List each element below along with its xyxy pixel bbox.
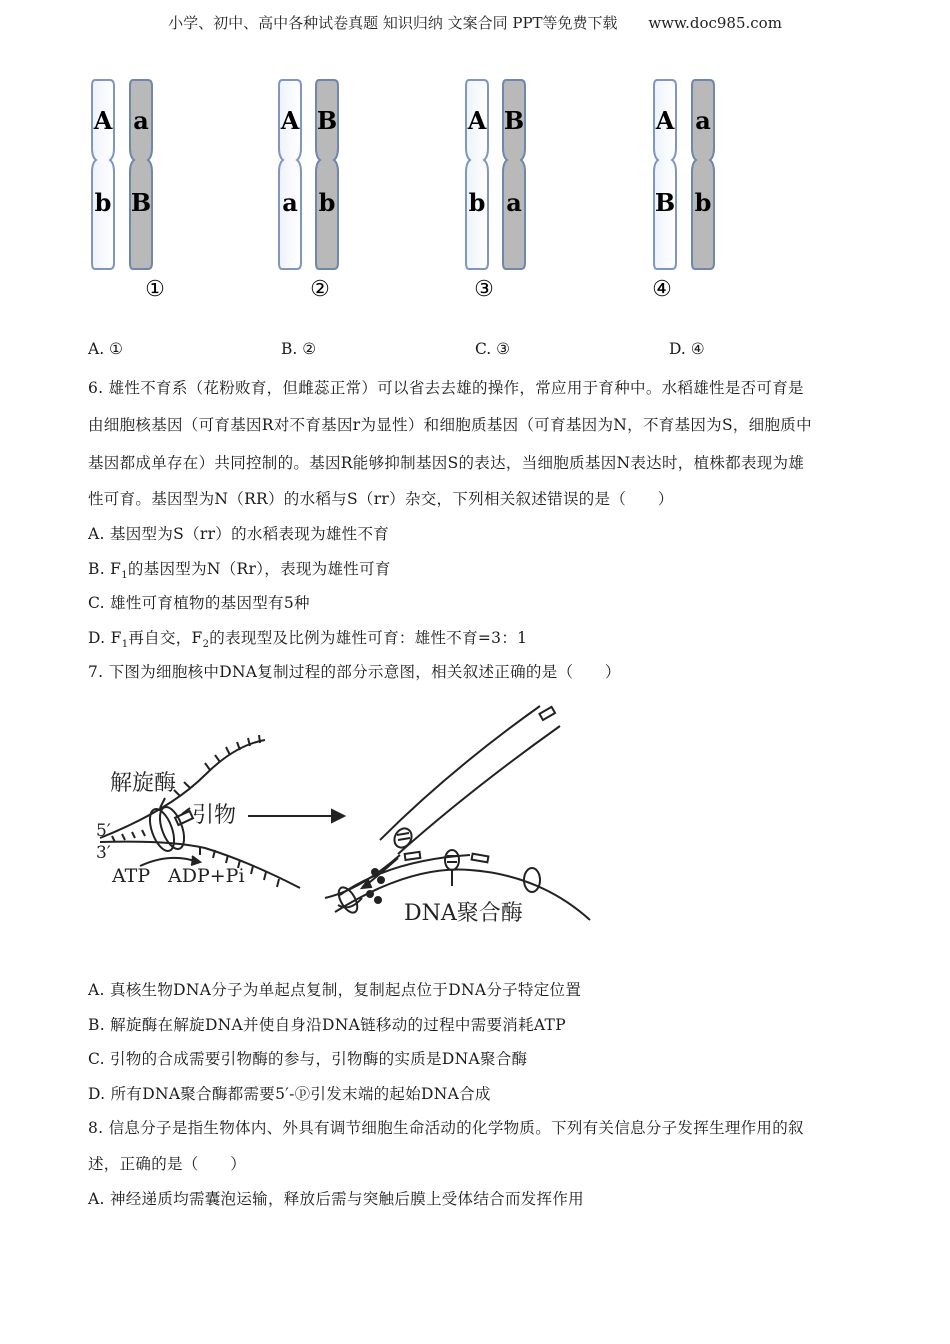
q8-option-a[interactable]: A. 神经递质均需囊泡运输，释放后需与突触后膜上受体结合而发挥作用 bbox=[88, 1190, 584, 1208]
chromosome-pair-2 bbox=[279, 80, 338, 302]
option-text: 再自交，F bbox=[128, 629, 203, 647]
option-text: D. F bbox=[88, 629, 122, 647]
gene-label: B bbox=[654, 188, 676, 217]
gene-label: B bbox=[316, 106, 338, 135]
q5-option-d[interactable]: D. ④ bbox=[669, 340, 705, 358]
label-3prime: 3′ bbox=[96, 843, 111, 863]
q7-stem: 7. 下图为细胞核中DNA复制过程的部分示意图，相关叙述正确的是（ ） bbox=[88, 663, 621, 681]
q8-stem-line-2: 述，正确的是（ ） bbox=[88, 1155, 247, 1173]
q6-option-c[interactable]: C. 雄性可育植物的基因型有5种 bbox=[88, 594, 310, 612]
gene-label: A bbox=[280, 106, 300, 135]
q5-option-b[interactable]: B. ② bbox=[281, 340, 317, 358]
q6-stem-line-2: 由细胞核基因（可育基因R对不育基因r为显性）和细胞质基因（可育基因为N，不育基因为S，细胞质中 bbox=[88, 416, 812, 434]
q5-option-a[interactable]: A. ① bbox=[88, 340, 123, 358]
gene-label: A bbox=[467, 106, 487, 135]
diagram-number: ④ bbox=[652, 277, 672, 302]
q5-option-c[interactable]: C. ③ bbox=[475, 340, 511, 358]
chromosome-pair-4 bbox=[652, 80, 714, 302]
gene-label: a bbox=[133, 106, 149, 135]
gene-label: b bbox=[468, 188, 486, 217]
label-atp: ATP bbox=[112, 865, 151, 887]
chromosome-pair-3 bbox=[466, 80, 525, 302]
q7-option-d[interactable]: D. 所有DNA聚合酶都需要5′-ⓟ引发末端的起始DNA合成 bbox=[88, 1085, 491, 1103]
option-text: 的表现型及比例为雄性可育：雄性不育=3：1 bbox=[209, 629, 528, 647]
label-dna-polymerase: DNA聚合酶 bbox=[404, 901, 523, 926]
dna-replication-figure bbox=[0, 690, 950, 950]
option-text: 的基因型为N（Rr），表现为雄性可育 bbox=[127, 560, 391, 578]
q7-option-a[interactable]: A. 真核生物DNA分子为单起点复制，复制起点位于DNA分子特定位置 bbox=[88, 981, 582, 999]
subscript: 2 bbox=[202, 639, 210, 651]
q7-option-b[interactable]: B. 解旋酶在解旋DNA并使自身沿DNA链移动的过程中需要消耗ATP bbox=[88, 1016, 566, 1034]
header-text: 小学、初中、高中各种试卷真题 知识归纳 文案合同 PPT等免费下载 bbox=[168, 14, 618, 32]
gene-label: b bbox=[694, 188, 712, 217]
diagram-number: ③ bbox=[474, 277, 494, 302]
q6-option-b[interactable] bbox=[88, 557, 391, 581]
gene-label: A bbox=[93, 106, 113, 135]
label-adp: ADP+Pi bbox=[168, 865, 245, 887]
q8-stem-line-1: 8. 信息分子是指生物体内、外具有调节细胞生命活动的化学物质。下列有关信息分子发挥生理作用的叙 bbox=[88, 1119, 804, 1137]
subscript: 1 bbox=[121, 570, 128, 582]
q7-option-c[interactable]: C. 引物的合成需要引物酶的参与，引物酶的实质是DNA聚合酶 bbox=[88, 1050, 528, 1068]
label-primer: 引物 bbox=[192, 803, 237, 828]
q6-stem-line-3: 基因都成单存在）共同控制的。基因R能够抑制基因S的表达，当细胞质基因N表达时，植株都表现为雄 bbox=[88, 454, 805, 472]
q6-stem-line-1: 6. 雄性不育系（花粉败育，但雌蕊正常）可以省去去雄的操作，常应用于育种中。水稻雄性是否可育是 bbox=[88, 379, 804, 397]
gene-label: a bbox=[695, 106, 711, 135]
gene-label: B bbox=[130, 188, 152, 217]
q6-stem-line-4: 性可育。基因型为N（RR）的水稻与S（rr）杂交，下列相关叙述错误的是（ ） bbox=[88, 490, 674, 508]
q6-option-a[interactable]: A. 基因型为S（rr）的水稻表现为雄性不育 bbox=[88, 525, 390, 543]
diagram-number: ② bbox=[310, 277, 330, 302]
gene-label: A bbox=[655, 106, 675, 135]
diagram-number: ① bbox=[145, 277, 165, 302]
chromosome-diagrams bbox=[0, 60, 950, 310]
page-header bbox=[0, 12, 950, 33]
gene-label: b bbox=[318, 188, 336, 217]
header-url[interactable]: www.doc985.com bbox=[648, 14, 782, 32]
subscript: 1 bbox=[121, 639, 129, 651]
gene-label: a bbox=[506, 188, 522, 217]
chromosome-pair-1 bbox=[92, 80, 165, 302]
label-5prime: 5′ bbox=[96, 821, 111, 841]
label-helicase: 解旋酶 bbox=[110, 771, 177, 796]
gene-label: B bbox=[503, 106, 525, 135]
gene-label: b bbox=[94, 188, 112, 217]
gene-label: a bbox=[282, 188, 298, 217]
option-text: B. F bbox=[88, 560, 122, 578]
q6-option-d[interactable] bbox=[88, 626, 527, 650]
